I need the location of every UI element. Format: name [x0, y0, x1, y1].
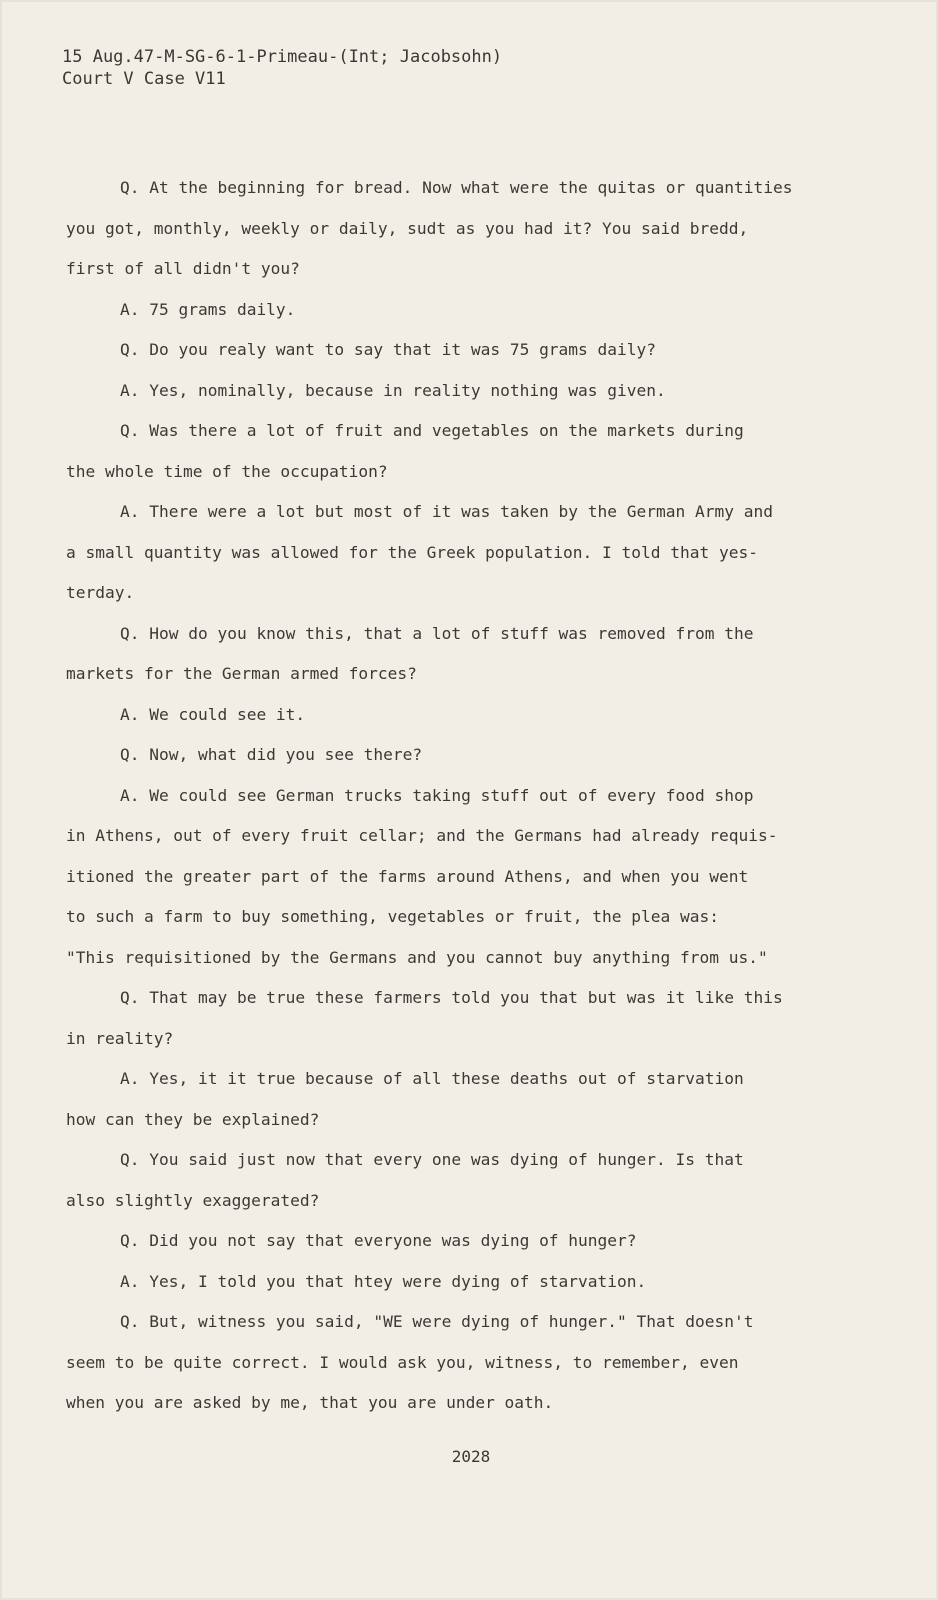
transcript-paragraph	[66, 1140, 846, 1221]
transcript-line: A. Yes, I told you that htey were dying of starvation.	[120, 1271, 647, 1291]
header-reference-line: 15 Aug.47-M-SG-6-1-Primeau-(Int; Jacobsohn)	[62, 47, 503, 67]
transcript-line: in Athens, out of every fruit cellar; and the Germans had already requis-	[66, 826, 778, 845]
transcript-line: also slightly exaggerated?	[66, 1190, 320, 1210]
transcript-line: Q. Was there a lot of fruit and vegetables on the markets during	[120, 421, 744, 440]
transcript-paragraph	[66, 290, 846, 331]
transcript-paragraph	[66, 735, 846, 776]
transcript-line: markets for the German armed forces?	[66, 664, 417, 683]
transcript-line: a small quantity was allowed for the Greek population. I told that yes-	[66, 542, 758, 562]
header-court-line: Court V Case V11	[62, 69, 226, 89]
transcript-paragraph	[66, 614, 846, 695]
transcript-line: Q. At the beginning for bread. Now what were the quitas or quantities	[120, 178, 793, 197]
transcript-paragraph	[66, 1059, 846, 1140]
transcript-line: "This requisitioned by the Germans and you cannot buy anything from us."	[66, 947, 768, 967]
page-number: 2028	[451, 1447, 491, 1466]
transcript-line: Q. But, witness you said, "WE were dying of hunger." That doesn't	[120, 1312, 754, 1331]
transcript-paragraph	[66, 1221, 846, 1262]
transcript-paragraph	[66, 411, 846, 492]
transcript-line: Q. Do you realy want to say that it was 75 grams daily?	[120, 340, 657, 359]
transcript-line: Q. Now, what did you see there?	[120, 745, 423, 764]
transcript-line: to such a farm to buy something, vegetables or fruit, the plea was:	[66, 907, 719, 926]
transcript-paragraph	[66, 695, 846, 736]
transcript-line: A. We could see German trucks taking stuff out of every food shop	[120, 785, 754, 805]
transcript-line: when you are asked by me, that you are under oath.	[66, 1393, 554, 1412]
transcript-line: Q. That may be true these farmers told you that but was it like this	[120, 988, 783, 1007]
transcript-line: you got, monthly, weekly or daily, sudt as you had it? You said bredd,	[66, 218, 749, 238]
transcript-line: A. Yes, nominally, because in reality nothing was given.	[120, 380, 666, 400]
transcript-paragraph	[66, 492, 846, 614]
transcript-paragraph	[66, 371, 846, 412]
transcript-line: A. Yes, it it true because of all these deaths out of starvation	[120, 1069, 744, 1088]
transcript-line: in reality?	[66, 1028, 174, 1048]
transcript-line: terday.	[66, 583, 135, 602]
document-header	[62, 46, 502, 90]
transcript-line: first of all didn't you?	[66, 259, 300, 278]
transcript-paragraph	[66, 1262, 846, 1303]
transcript-paragraph	[66, 776, 846, 979]
transcript-body	[66, 168, 846, 1424]
transcript-paragraph	[66, 330, 846, 371]
transcript-paragraph	[66, 168, 846, 290]
transcript-line: seem to be quite correct. I would ask you, witness, to remember, even	[66, 1352, 739, 1372]
transcript-line: Q. Did you not say that everyone was dying of hunger?	[120, 1231, 637, 1250]
transcript-line: A. 75 grams daily.	[120, 299, 296, 319]
transcript-line: Q. You said just now that every one was dying of hunger. Is that	[120, 1150, 744, 1169]
transcript-line: A. We could see it.	[120, 704, 306, 724]
transcript-line: Q. How do you know this, that a lot of stuff was removed from the	[120, 623, 754, 643]
transcript-line: itioned the greater part of the farms around Athens, and when you went	[66, 866, 749, 886]
transcript-line: the whole time of the occupation?	[66, 461, 388, 481]
transcript-paragraph	[66, 1302, 846, 1424]
transcript-line: how can they be explained?	[66, 1109, 320, 1129]
transcript-line: A. There were a lot but most of it was taken by the German Army and	[120, 502, 773, 521]
transcript-paragraph	[66, 978, 846, 1059]
